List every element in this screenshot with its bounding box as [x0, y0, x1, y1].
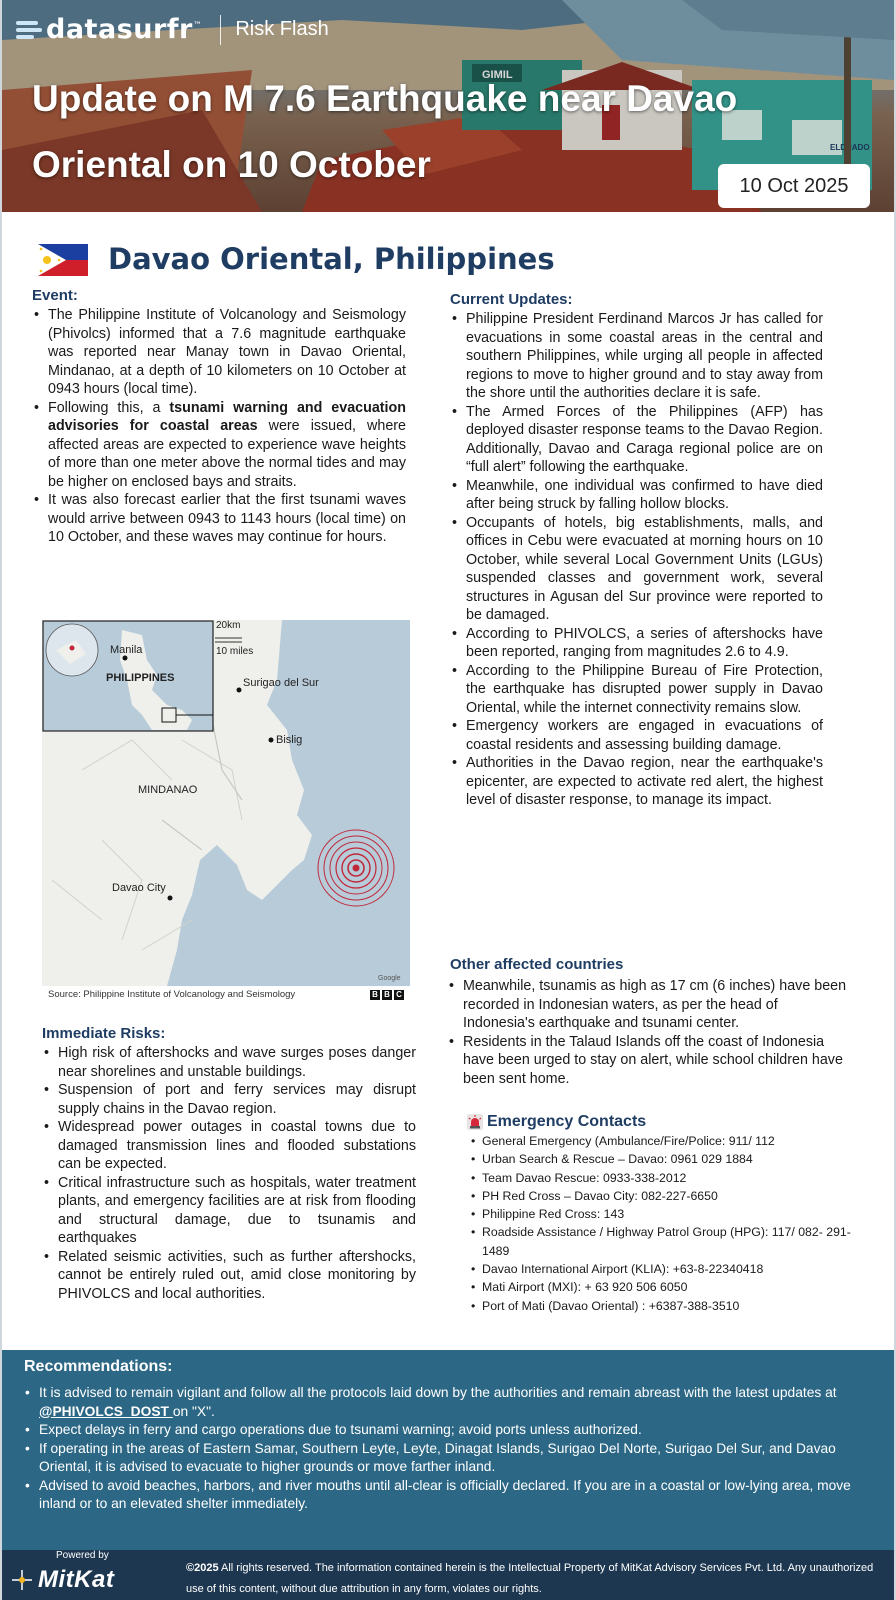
list-item: • Suspension of port and ferry services may disrupt supply chains in the Davao region. — [42, 1081, 416, 1118]
list-item: • Meanwhile, one individual was confirmed to have died after being struck by falling hollow blocks. — [450, 477, 823, 514]
map-credit-google: Google — [378, 975, 401, 982]
list-item: • Meanwhile, tsunamis as high as 17 cm (6 inches) have been recorded in Indonesian waters, as per the head of Indonesia's earthquake and tsunami center. — [447, 977, 848, 1033]
copyright-notice: ©2025 All rights reserved. The information contained herein is the Intellectual Property of MitKat Advisory Services Pvt. Ltd. Any unauthorized use of this content, without due attribution in any form, violates our rights. — [186, 1562, 874, 1595]
brand-name: datasurfr™ — [46, 14, 203, 45]
list-item: • It was also forecast earlier that the first tsunami waves would arrive between 0943 to 1143 hours (local time) on 10 October, and these waves may continue for hours. — [32, 491, 406, 547]
recommendations-heading: Recommendations: — [24, 1358, 173, 1375]
list-item: • The Philippine Institute of Volcanology and Seismology (Phivolcs) informed that a 7.6 magnitude earthquake was reported near Manay town in Davao Oriental, Mindanao, at a depth of 10 kilometers on 10 October at 0943 hours (local time). — [32, 306, 406, 399]
other-countries-heading: Other affected countries — [450, 956, 624, 973]
mitkat-logo — [10, 1566, 114, 1594]
emergency-contacts-title: Emergency Contacts — [487, 1113, 647, 1130]
map-label-surigao: Surigao del Sur — [243, 677, 319, 689]
immediate-risks-heading: Immediate Risks: — [42, 1025, 166, 1042]
recommendations-list — [24, 1384, 876, 1514]
list-item: • Roadside Assistance / Highway Patrol Group (HPG): 117/ 082- 291-1489 — [470, 1223, 870, 1260]
list-item: • Authorities in the Davao region, near the earthquake's epicenter, are expected to activate red alert, the highest level of disaster response, to manage its impact. — [450, 754, 823, 810]
list-item: • High risk of aftershocks and wave surges poses danger near shorelines and unstable buildings. — [42, 1044, 416, 1081]
list-item: • Widespread power outages in coastal towns due to damaged transmission lines and flooded substations can be expected. — [42, 1118, 416, 1174]
list-item: • Urban Search & Rescue – Davao: 0961 029 1884 — [470, 1150, 870, 1168]
list-item: • Critical infrastructure such as hospitals, water treatment plants, and emergency facilities are at risk from flooding and structural damage, due to tsunamis and earthquakes — [42, 1174, 416, 1248]
list-item: • The Armed Forces of the Philippines (AFP) has deployed disaster response teams to the Davao Region. Additionally, Davao and Caraga regional police are on “full alert” following the earthquake. — [450, 403, 823, 477]
map-label-davao-city: Davao City — [112, 882, 166, 894]
bbc-letter: B — [382, 990, 392, 1000]
map-graphic — [42, 620, 410, 986]
event-list — [32, 306, 406, 547]
bbc-letter: C — [394, 990, 404, 1000]
list-item: • It is advised to remain vigilant and follow all the protocols laid down by the authorities and remain abreast with the latest updates at @PHIVOLCS_DOST on "X". — [24, 1384, 876, 1421]
emergency-contacts-list — [470, 1132, 870, 1315]
footer — [2, 1550, 894, 1600]
philippines-flag-icon — [38, 244, 88, 276]
event-heading: Event: — [32, 287, 78, 304]
list-item: • PH Red Cross – Davao City: 082-227-6650 — [470, 1187, 870, 1205]
map-label-philippines: PHILIPPINES — [106, 672, 175, 684]
map-label-manila: Manila — [110, 644, 143, 656]
emergency-contacts-heading — [467, 1113, 646, 1131]
powered-by-label: Powered by — [56, 1550, 109, 1561]
brand-divider — [220, 15, 221, 45]
mitkat-brand: MitKat — [38, 1566, 115, 1593]
bbc-logo — [370, 990, 404, 1000]
list-item: • According to the Philippine Bureau of Fire Protection, the earthquake has disrupted power supply in Davao Oriental, while the internet connectivity remains slow. — [450, 662, 823, 718]
map-source-text: Source: Philippine Institute of Volcanology and Seismology — [48, 989, 296, 1000]
list-item: • Occupants of hotels, big establishments, malls, and offices in Cebu were evacuated at morning hours on 10 October, while several Local Government Units (LGUs) suspended classes and government work, several structures in Agusan del Sur province were reported to be damaged. — [450, 514, 823, 625]
siren-icon — [467, 1114, 483, 1130]
list-item: • Emergency workers are engaged in evacuations of coastal residents and assessing building damage. — [450, 717, 823, 754]
map-scale-km: 20km — [216, 620, 241, 631]
list-item: • Related seismic activities, such as further aftershocks, cannot be entirely ruled out, amid close monitoring by PHIVOLCS and local authorities. — [42, 1248, 416, 1304]
list-item: • If operating in the areas of Eastern Samar, Southern Leyte, Leyte, Dinagat Islands, Surigao Del Norte, Surigao Del Sur, and Davao Oriental, it is advised to evacuate to higher grounds or move farther inland. — [24, 1440, 876, 1477]
map-scale-mi: 10 miles — [216, 646, 254, 657]
phivolcs-handle-link[interactable]: @PHIVOLCS_DOST — [39, 1403, 173, 1419]
list-item: • Residents in the Talaud Islands off the coast of Indonesia have been urged to stay on alert, while school children have been sent home. — [447, 1033, 848, 1089]
recommendations-panel — [2, 1350, 894, 1550]
list-item: • Philippine President Ferdinand Marcos Jr has called for evacuations in some coastal areas in the central and southern Philippines, while urging all people in affected regions to move to higher ground and to stay away from the shore until the authorities declare it is safe. — [450, 310, 823, 403]
map-label-mindanao: MINDANAO — [138, 784, 198, 796]
brand-bar — [16, 14, 329, 45]
datasurfr-logo-icon — [16, 19, 42, 41]
location-title: Davao Oriental, Philippines — [108, 242, 555, 276]
list-item: • Port of Mati (Davao Oriental) : +6387-388-3510 — [470, 1297, 870, 1315]
report-type-label: Risk Flash — [235, 18, 329, 40]
list-item: • Expect delays in ferry and cargo operations due to tsunami warning; avoid ports unless authorized. — [24, 1421, 876, 1440]
mitkat-star-icon — [10, 1568, 34, 1592]
immediate-risks-list — [42, 1044, 416, 1303]
list-item: • Advised to avoid beaches, harbors, and river mouths until all-clear is officially declared. If you are in a coastal or low-lying area, move inland or to an elevated shelter immediately. — [24, 1477, 876, 1514]
current-updates-heading: Current Updates: — [450, 291, 573, 308]
earthquake-map — [42, 620, 410, 1005]
list-item: • According to PHIVOLCS, a series of aftershocks have been reported, ranging from magnitudes 2.6 to 4.9. — [450, 625, 823, 662]
page-title: Update on M 7.6 Earthquake near Davao Oriental on 10 October — [32, 78, 738, 185]
list-item: • General Emergency (Ambulance/Fire/Police: 911/ 112 — [470, 1132, 870, 1150]
bbc-letter: B — [370, 990, 380, 1000]
list-item: • Philippine Red Cross: 143 — [470, 1205, 870, 1223]
current-updates-list — [450, 310, 823, 810]
other-countries-list — [447, 977, 848, 1088]
list-item: • Mati Airport (MXI): + 63 920 506 6050 — [470, 1278, 870, 1296]
list-item: • Davao International Airport (KLIA): +63-8-22340418 — [470, 1260, 870, 1278]
list-item: • Team Davao Rescue: 0933-338-2012 — [470, 1169, 870, 1187]
report-date-badge: 10 Oct 2025 — [718, 164, 870, 208]
list-item: • Following this, a tsunami warning and evacuation advisories for coastal areas were issued, where affected areas are expected to experience wave heights of more than one meter above the normal tides and may be higher on enclosed bays and straits. — [32, 399, 406, 492]
header-banner — [2, 0, 894, 212]
map-label-bislig: Bislig — [276, 734, 303, 746]
map-source — [42, 986, 410, 1005]
